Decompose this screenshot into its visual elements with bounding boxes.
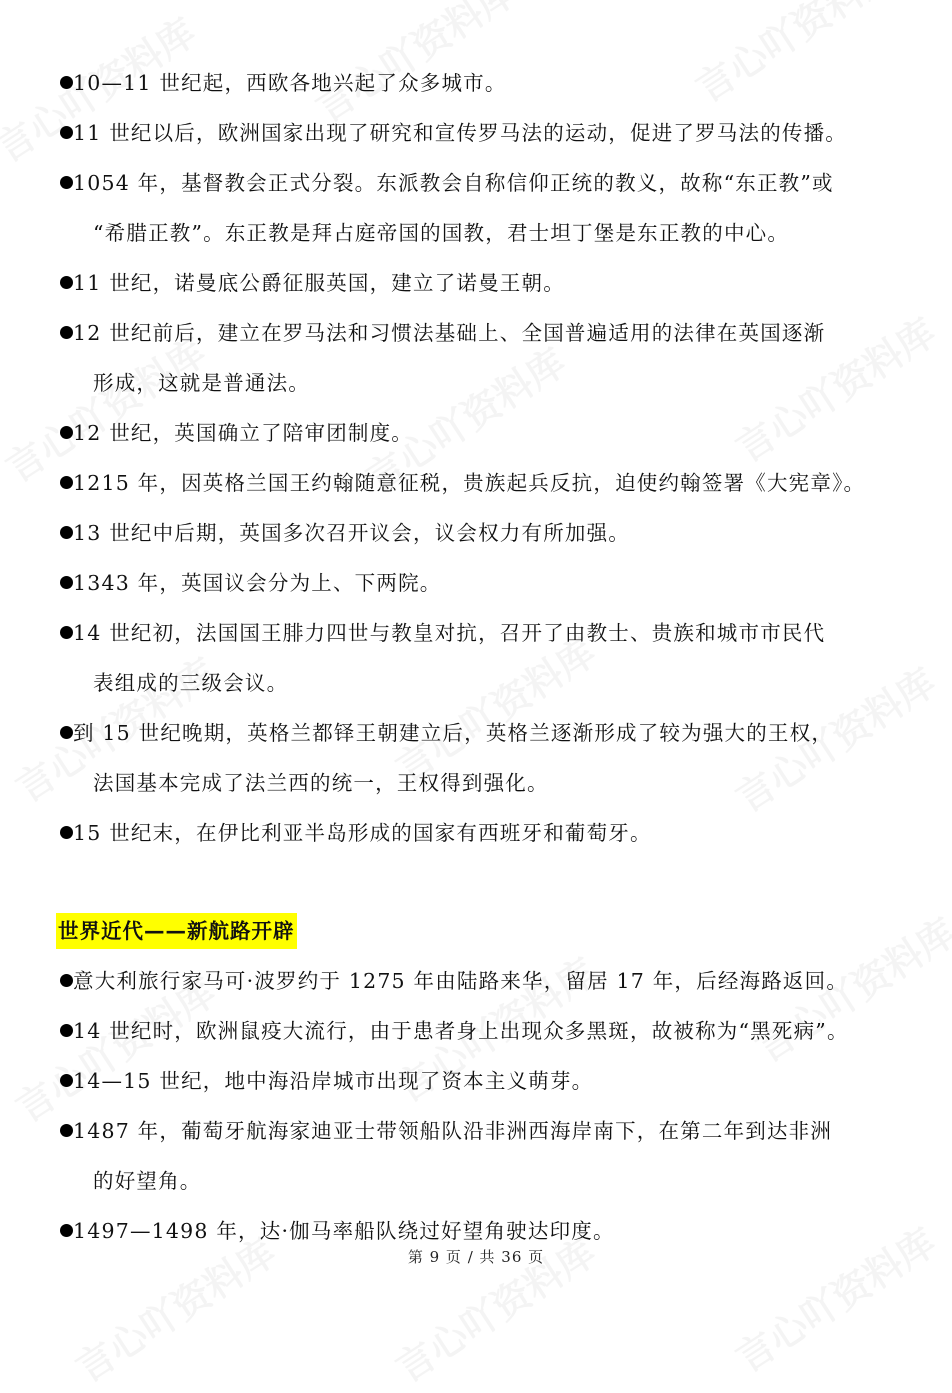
bullet-item (56, 458, 898, 508)
bullet-item (56, 956, 898, 1006)
bullet-dot-icon (60, 476, 73, 489)
bullet-dot-icon (60, 974, 73, 987)
page-footer: 第 9 页 / 共 36 页 (407, 1248, 545, 1266)
bullet-text-continuation: “希腊正教”。东正教是拜占庭帝国的国教，君士坦丁堡是东正教的中心。 (93, 221, 790, 245)
bullet-list-new-routes (56, 956, 898, 1256)
bullet-text-first-line: 1054 年，基督教会正式分裂。东派教会自称信仰正统的教义，故称“东正教”或 (73, 171, 834, 195)
bullet-text-first-line: 1497—1498 年，达·伽马率船队绕过好望角驶达印度。 (73, 1219, 615, 1243)
bullet-item (56, 58, 898, 108)
bullet-dot-icon (60, 326, 73, 339)
bullet-text-first-line: 意大利旅行家马可·波罗约于 1275 年由陆路来华，留居 17 年，后经海路返回。 (73, 969, 849, 993)
bullet-dot-icon (60, 626, 73, 639)
document-body (56, 58, 898, 1256)
bullet-dot-icon (60, 526, 73, 539)
bullet-dot-icon (60, 426, 73, 439)
bullet-dot-icon (60, 726, 73, 739)
bullet-dot-icon (60, 126, 73, 139)
bullet-item (56, 508, 898, 558)
bullet-item (56, 108, 898, 158)
bullet-text-continuation: 表组成的三级会议。 (93, 671, 289, 695)
bullet-item (56, 708, 898, 808)
bullet-text-first-line: 13 世纪中后期，英国多次召开议会，议会权力有所加强。 (73, 521, 631, 545)
bullet-dot-icon (60, 276, 73, 289)
bullet-text-first-line: 14 世纪时，欧洲鼠疫大流行，由于患者身上出现众多黑斑，故被称为“黑死病”。 (73, 1019, 849, 1043)
bullet-text-first-line: 11 世纪，诺曼底公爵征服英国，建立了诺曼王朝。 (73, 271, 565, 295)
bullet-text-first-line: 到 15 世纪晚期，英格兰都铎王朝建立后，英格兰逐渐形成了较为强大的王权， (73, 721, 834, 745)
bullet-text-first-line: 15 世纪末，在伊比利亚半岛形成的国家有西班牙和葡萄牙。 (73, 821, 652, 845)
bullet-item (56, 1056, 898, 1106)
bullet-text-first-line: 1343 年，英国议会分为上、下两院。 (73, 571, 442, 595)
bullet-dot-icon (60, 1124, 73, 1137)
bullet-text-continuation: 的好望角。 (93, 1169, 202, 1193)
bullet-text-first-line: 1487 年，葡萄牙航海家迪亚士带领船队沿非洲西海岸南下，在第二年到达非洲 (73, 1119, 833, 1143)
bullet-list-medieval (56, 58, 898, 858)
bullet-dot-icon (60, 1224, 73, 1237)
bullet-dot-icon (60, 576, 73, 589)
bullet-item (56, 558, 898, 608)
bullet-dot-icon (60, 176, 73, 189)
bullet-text-first-line: 1215 年，因英格兰国王约翰随意征税，贵族起兵反抗，迫使约翰签署《大宪章》。 (73, 471, 866, 495)
section-spacer (56, 858, 898, 906)
bullet-item (56, 408, 898, 458)
bullet-text-continuation: 法国基本完成了法兰西的统一，王权得到强化。 (93, 771, 549, 795)
bullet-item (56, 1006, 898, 1056)
bullet-item (56, 608, 898, 708)
bullet-text-first-line: 12 世纪，英国确立了陪审团制度。 (73, 421, 414, 445)
bullet-text-first-line: 10—11 世纪起，西欧各地兴起了众多城市。 (73, 71, 507, 95)
bullet-item (56, 1106, 898, 1206)
bullet-dot-icon (60, 1074, 73, 1087)
bullet-item (56, 808, 898, 858)
bullet-dot-icon (60, 1024, 73, 1037)
bullet-dot-icon (60, 76, 73, 89)
bullet-text-first-line: 14 世纪初，法国国王腓力四世与教皇对抗，召开了由教士、贵族和城市市民代 (73, 621, 826, 645)
bullet-dot-icon (60, 826, 73, 839)
section-heading: 世界近代——新航路开辟 (56, 913, 297, 949)
bullet-text-first-line: 14—15 世纪，地中海沿岸城市出现了资本主义萌芽。 (73, 1069, 594, 1093)
bullet-text-first-line: 12 世纪前后，建立在罗马法和习惯法基础上、全国普遍适用的法律在英国逐渐 (73, 321, 826, 345)
bullet-item (56, 158, 898, 258)
bullet-text-continuation: 形成，这就是普通法。 (93, 371, 310, 395)
bullet-item (56, 258, 898, 308)
bullet-item (56, 308, 898, 408)
bullet-text-first-line: 11 世纪以后，欧洲国家出现了研究和宣传罗马法的运动，促进了罗马法的传播。 (73, 121, 847, 145)
